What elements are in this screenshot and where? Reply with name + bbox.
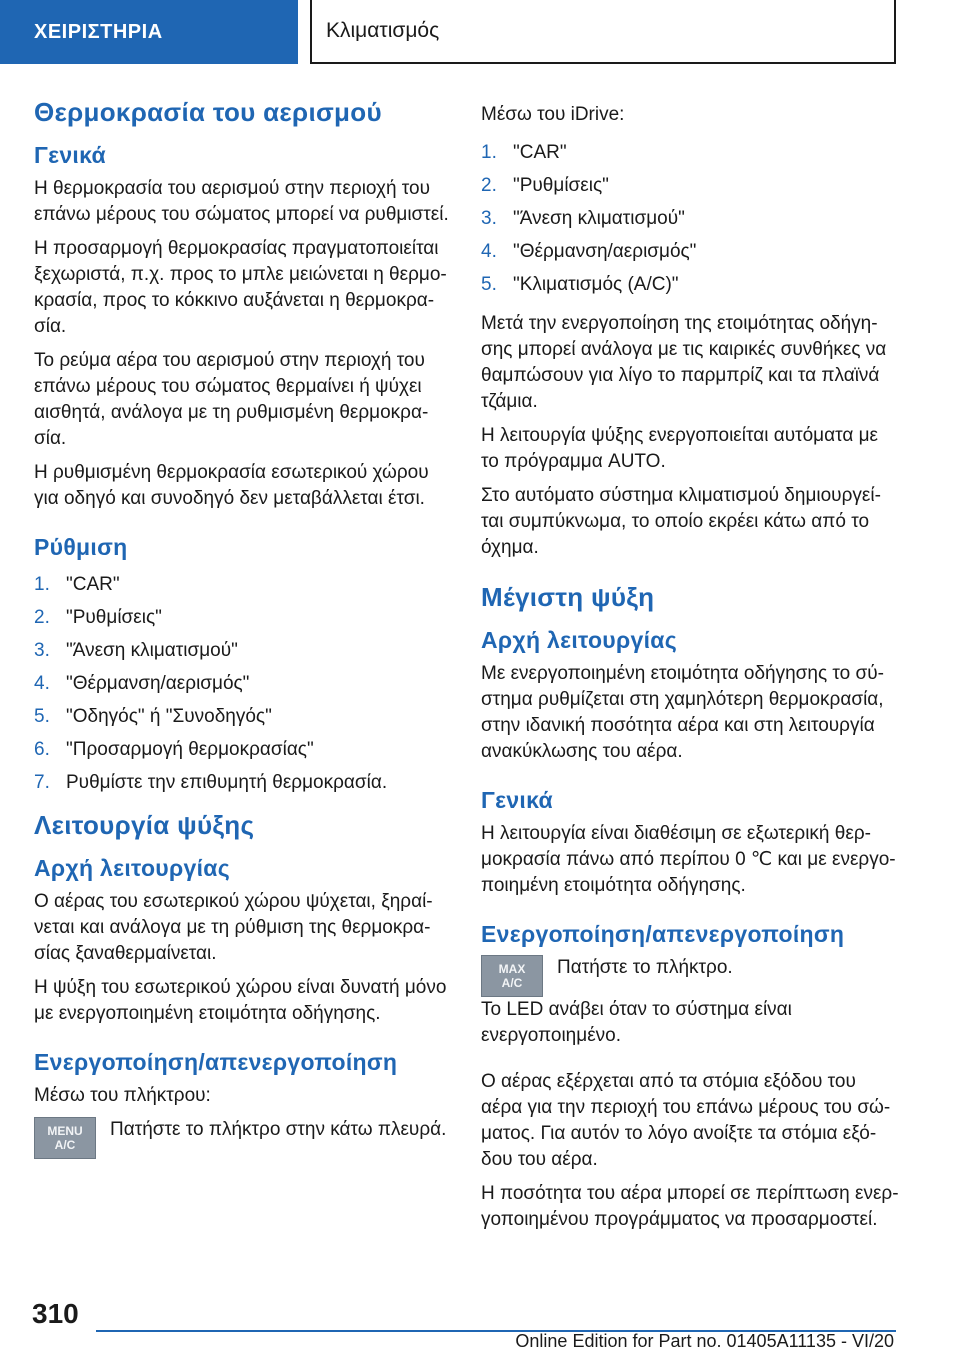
list-item: 4. "Θέρμανση/αερισμός" — [34, 673, 250, 694]
paragraph: Η προσαρμογή θερμοκρασίας πραγματοποιείται ξεχωριστά, π.χ. προς το μπλε μειώνεται η θερμο-κρασία, προς το κόκκινο αυξάνεται η θερμοκρα-σία. — [34, 238, 447, 337]
section-tab: ΧΕΙΡΙΣΤΗΡΙΑ — [0, 0, 298, 64]
list-item: 4. "Θέρμανση/αερισμός" — [481, 241, 697, 262]
heading-cooling-function: Λειτουργία ψύξης — [34, 810, 255, 840]
paragraph: Πατήστε το πλήκτρο στην κάτω πλευρά. — [110, 1119, 447, 1140]
list-item: 5. "Κλιματισμός (A/C)" — [481, 274, 679, 295]
page-number: 310 — [32, 1298, 79, 1329]
heading-vent-temperature: Θερμοκρασία του αερισμού — [34, 97, 382, 127]
paragraph: Ο αέρας του εσωτερικού χώρου ψύχεται, ξηραί-νεται και ανάλογα με τη ρύθμιση της θερμοκρα-σίας ξαναθερμαίνεται. — [34, 891, 433, 964]
paragraph: Η ποσότητα του αέρα μπορεί σε περίπτωση ενερ-γοποιημένου προγράμματος να προσαρμοστεί. — [481, 1183, 899, 1230]
list-item: 7. Ρυθμίστε την επιθυμητή θερμοκρασία. — [34, 772, 388, 793]
list-item: 3. "Άνεση κλιματισμού" — [481, 208, 685, 229]
button-instruction — [34, 1117, 454, 1159]
heading-setting: Ρύθμιση — [34, 534, 128, 560]
paragraph: Ο αέρας εξέρχεται από τα στόμια εξόδου του αέρα για την περιοχή του επάνω μέρους του σώ-ματος. Για αυτόν το λόγο ανοίξτε τα στόμια εξό-δου του αέρα. — [481, 1071, 891, 1170]
paragraph: Η θερμοκρασία του αερισμού στην περιοχή του επάνω μέρους του σώματος μπορεί να ρυθμιστεί. — [34, 178, 449, 225]
setting-steps-list — [34, 568, 454, 799]
list-item: 2. "Ρυθμίσεις" — [34, 607, 162, 628]
paragraph: Η λειτουργία είναι διαθέσιμη σε εξωτερική θερ-μοκρασία πάνω από περίπου 0 ℃ και με ενεργο-ποιημένη ετοιμότητα οδήγησης. — [481, 823, 896, 896]
heading-general: Γενικά — [34, 142, 106, 168]
paragraph: Στο αυτόματο σύστημα κλιματισμού δημιουργεί-ται συμπύκνωμα, το οποίο εκρέει κάτω από το όχημα. — [481, 485, 881, 558]
paragraph: Η λειτουργία ψύξης ενεργοποιείται αυτόματα με το πρόγραμμα AUTO. — [481, 425, 879, 472]
idrive-steps-list — [481, 136, 901, 301]
heading-principle: Αρχή λειτουργίας — [34, 855, 230, 881]
paragraph: Η ρυθμισμένη θερμοκρασία εσωτερικού χώρου για οδηγό και συνοδηγό δεν μεταβάλλεται έτσι. — [34, 462, 429, 509]
right-column — [481, 102, 901, 1241]
edition-note: Online Edition for Part no. 01405A11135 - VI/20 — [515, 1331, 894, 1351]
paragraph: Το ρεύμα αέρα του αερισμού στην περιοχή του επάνω μέρους του σώματος θερμαίνει ή ψύχει αισθητά, ανάλογα με τη ρυθμισμένη θερμοκρα-σία. — [34, 350, 429, 449]
paragraph: Μέσω του πλήκτρου: — [34, 1085, 211, 1106]
button-instruction — [481, 955, 901, 997]
paragraph: Πατήστε το πλήκτρο. — [557, 957, 733, 978]
heading-on-off: Ενεργοποίηση/απενεργοποίηση — [34, 1049, 398, 1075]
chapter-title: Κλιματισμός — [310, 0, 896, 64]
left-column — [34, 96, 454, 1159]
list-item: 2. "Ρυθμίσεις" — [481, 175, 609, 196]
list-item: 6. "Προσαρμογή θερμοκρασίας" — [34, 739, 314, 760]
list-item: 1. "CAR" — [481, 142, 567, 163]
heading-max-cooling: Μέγιστη ψύξη — [481, 582, 655, 612]
list-item: 3. "Άνεση κλιματισμού" — [34, 640, 238, 661]
paragraph: Η ψύξη του εσωτερικού χώρου είναι δυνατή μόνο με ενεργοποιημένη ετοιμότητα οδήγησης. — [34, 977, 447, 1024]
list-item: 5. "Οδηγός" ή "Συνοδηγός" — [34, 706, 272, 727]
list-item: 1. "CAR" — [34, 574, 120, 595]
paragraph: Με ενεργοποιημένη ετοιμότητα οδήγησης το σύ-στημα ρυθμίζεται στη χαμηλότερη θερμοκρασία, στην ιδανική ποσότητα αέρα και στη λειτουργία ανακύκλωσης του αέρα. — [481, 663, 884, 762]
paragraph: Το LED ανάβει όταν το σύστημα είναι ενεργοποιημένο. — [481, 999, 792, 1046]
heading-on-off: Ενεργοποίηση/απενεργοποίηση — [481, 921, 845, 947]
menu-ac-button-icon: MENU A/C — [34, 1117, 96, 1159]
heading-general: Γενικά — [481, 787, 553, 813]
paragraph: Μέσω του iDrive: — [481, 104, 625, 125]
paragraph: Μετά την ενεργοποίηση της ετοιμότητας οδήγη-σης μπορεί ανάλογα με τις καιρικές συνθήκες να θαμπώσουν για λίγο το παρμπρίζ και τα πλαϊνά τζάμια. — [481, 313, 887, 412]
max-ac-button-icon: MAX A/C — [481, 955, 543, 997]
heading-principle: Αρχή λειτουργίας — [481, 627, 677, 653]
